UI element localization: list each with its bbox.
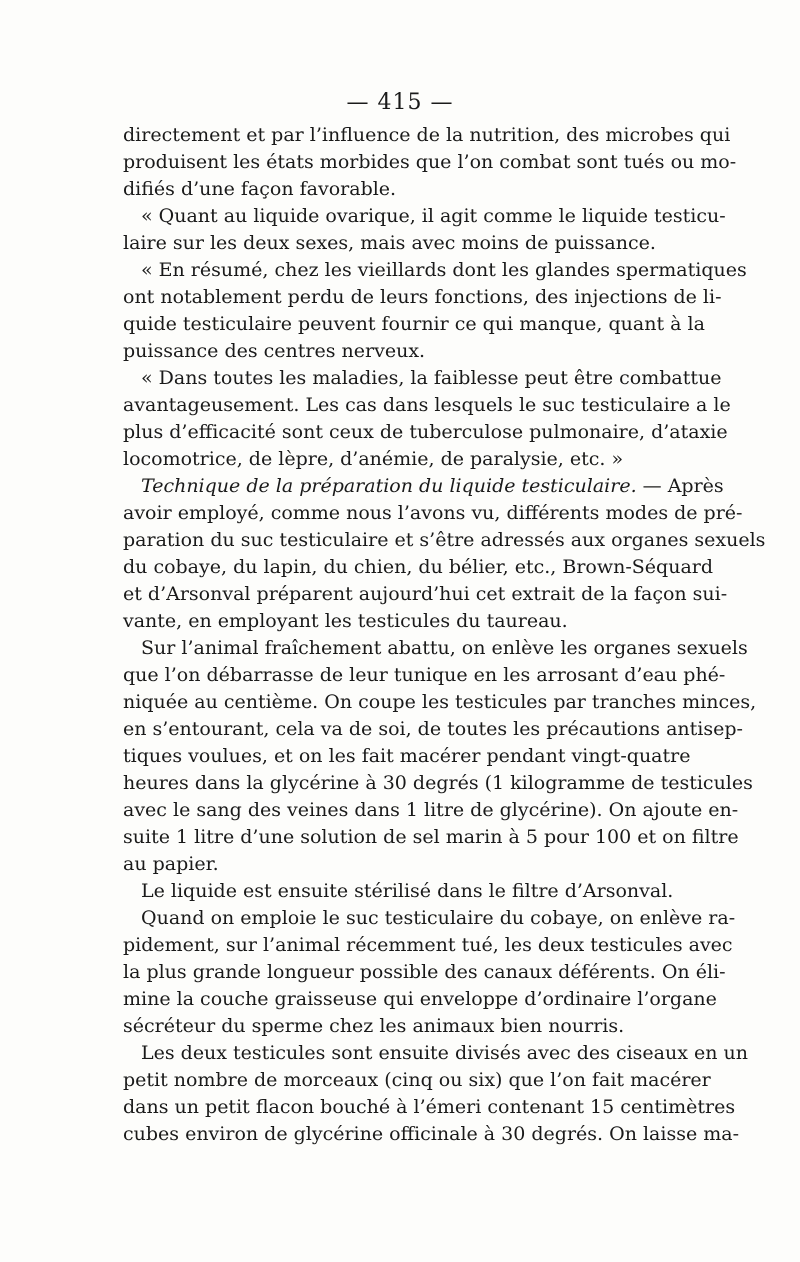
body-text [123, 122, 766, 1148]
text-line: petit nombre de morceaux (cinq ou six) que l’on fait macérer [123, 1069, 711, 1091]
text-line: et d’Arsonval préparent aujourd’hui cet extrait de la façon sui- [123, 583, 728, 605]
text-line: tiques voulues, et on les fait macérer pendant vingt-quatre [123, 745, 691, 767]
text-line: paration du suc testiculaire et s’être adressés aux organes sexuels [123, 529, 766, 551]
text-line: en s’entourant, cela va de soi, de toutes les précautions antisep- [123, 718, 743, 740]
text-line: dans un petit flacon bouché à l’émeri contenant 15 centimètres [123, 1096, 736, 1118]
section-heading-italic: Technique de la préparation du liquide testiculaire. [141, 475, 637, 497]
line-text: — Après [636, 475, 724, 497]
text-line: avoir employé, comme nous l’avons vu, différents modes de pré- [123, 502, 743, 524]
text-line: « Quant au liquide ovarique, il agit comme le liquide testicu- [141, 205, 726, 227]
text-line: que l’on débarrasse de leur tunique en les arrosant d’eau phé- [123, 664, 726, 686]
text-line: heures dans la glycérine à 30 degrés (1 kilogramme de testicules [123, 772, 753, 794]
text-line: suite 1 litre d’une solution de sel marin à 5 pour 100 et on filtre [123, 826, 739, 848]
text-line: Le liquide est ensuite stérilisé dans le filtre d’Arsonval. [141, 880, 674, 902]
text-line: puissance des centres nerveux. [123, 340, 426, 362]
text-line: avec le sang des veines dans 1 litre de glycérine). On ajoute en- [123, 799, 739, 821]
text-line: directement et par l’influence de la nutrition, des microbes qui [123, 124, 731, 146]
text-line: la plus grande longueur possible des canaux déférents. On éli- [123, 961, 726, 983]
text-line: produisent les états morbides que l’on combat sont tués ou mo- [123, 151, 737, 173]
text-line: laire sur les deux sexes, mais avec moins de puissance. [123, 232, 656, 254]
text-line: « En résumé, chez les vieillards dont les glandes spermatiques [141, 259, 747, 281]
text-line: locomotrice, de lèpre, d’anémie, de paralysie, etc. » [123, 448, 624, 470]
text-line: Sur l’animal fraîchement abattu, on enlève les organes sexuels [141, 637, 748, 659]
text-line: quide testiculaire peuvent fournir ce qui manque, quant à la [123, 313, 705, 335]
text-line: sécréteur du sperme chez les animaux bien nourris. [123, 1015, 625, 1037]
text-line: vante, en employant les testicules du taureau. [123, 610, 568, 632]
text-line: Quand on emploie le suc testiculaire du cobaye, on enlève ra- [141, 907, 736, 929]
text-line: difiés d’une façon favorable. [123, 178, 397, 200]
text-line: Les deux testicules sont ensuite divisés avec des ciseaux en un [141, 1042, 748, 1064]
text-line: au papier. [123, 853, 219, 875]
text-line: avantageusement. Les cas dans lesquels le suc testiculaire a le [123, 394, 731, 416]
text-line: plus d’efficacité sont ceux de tuberculose pulmonaire, d’ataxie [123, 421, 728, 443]
text-line: « Dans toutes les maladies, la faiblesse peut être combattue [141, 367, 722, 389]
text-line [123, 473, 724, 500]
text-line: mine la couche graisseuse qui enveloppe d’ordinaire l’organe [123, 988, 717, 1010]
text-line: cubes environ de glycérine officinale à 30 degrés. On laisse ma- [123, 1123, 739, 1145]
text-line: pidement, sur l’animal récemment tué, les deux testicules avec [123, 934, 733, 956]
text-line: niquée au centième. On coupe les testicules par tranches minces, [123, 691, 757, 713]
text-line: ont notablement perdu de leurs fonctions, des injections de li- [123, 286, 722, 308]
text-line: du cobaye, du lapin, du chien, du bélier, etc., Brown-Séquard [123, 556, 714, 578]
page-number: — 415 — [346, 90, 454, 115]
